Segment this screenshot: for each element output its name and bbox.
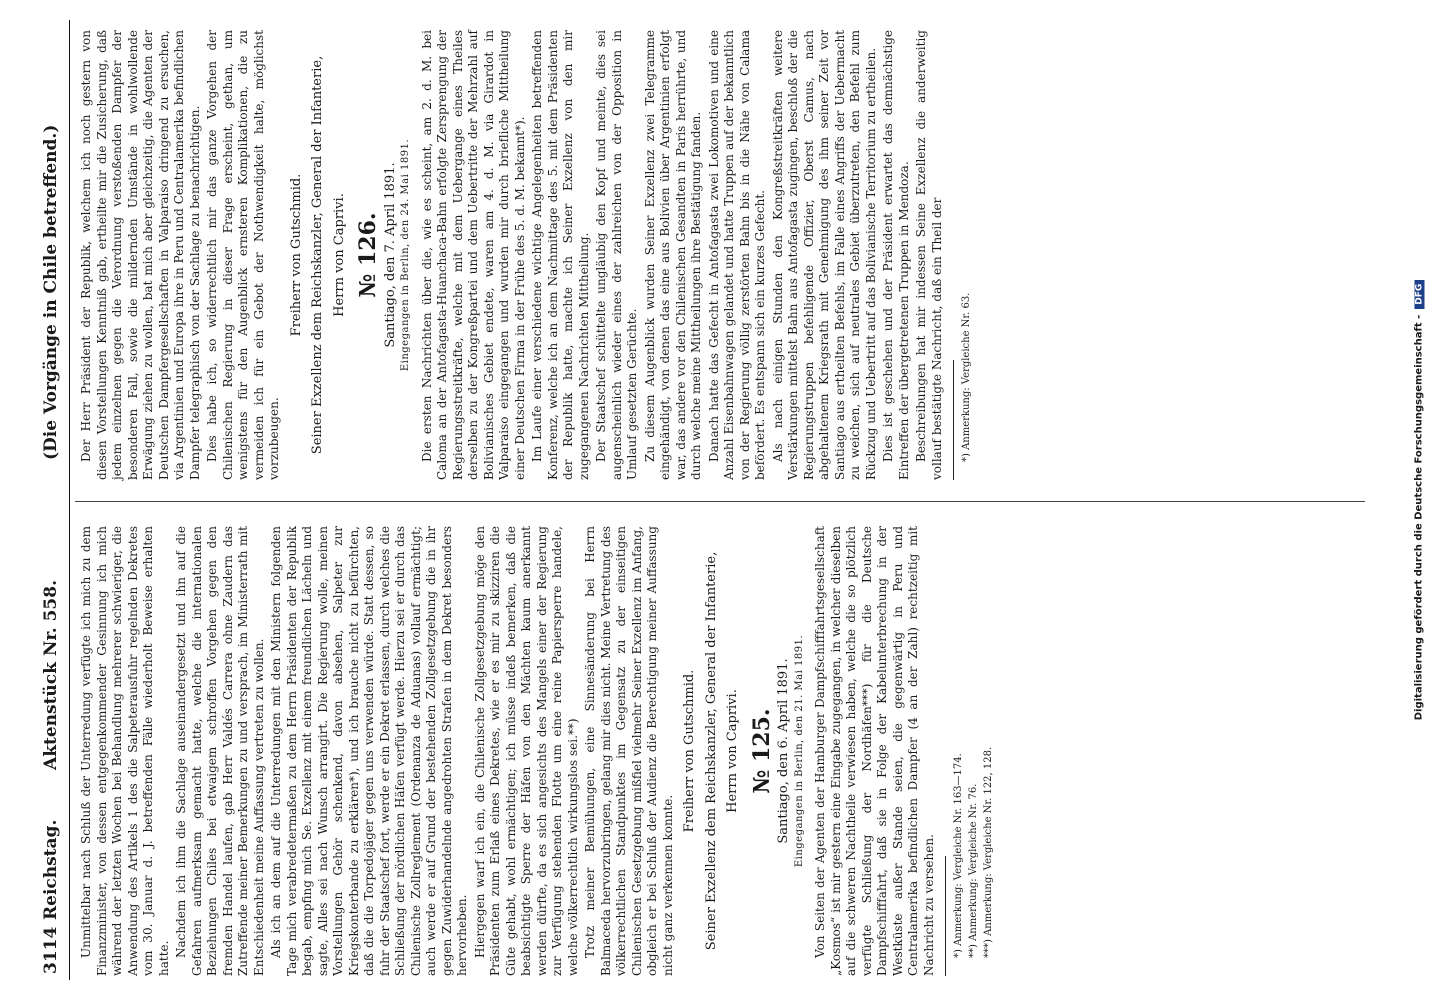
paragraph: Hiergegen warf ich ein, die Chilenische Zollgesetzgebung möge den Präsidenten zum Erlaß eines Dekretes, wie er es mir zu skizziren die Güte gehabt, wohl ermächtigen; ich müsse indeß bemerken, daß die beabsichtigte Sperre der Häfen von den Mächten kaum anerkannt werden dürfte, da es sich angesichts des Mangels einer der Regierung zur Verfügung stehenden Flotte um eine reine Papiersperre handele, welche völkerrechtlich wirkungslos sei.**) [472, 526, 580, 976]
paragraph: Der Herr Präsident der Republik, welchem ich noch gestern von diesen Vorstellungen Kenntniß gab, ertheilte mir die Zusicherung, daß jedem einzelnen gegen die Verordnung verstoßenden Dampfer der besonderen Fall, sowie die mildernden Umstände in wohlwollende Erwägung ziehen zu wollen, bat mich aber gleichzeitig, die Agenten der Deutschen Dampfergesellschaften in Valparaiso dringend zu ersuchen, via Argentinien und Europa ihre in Peru und Centralamerika befindlichen Dampfer telegraphisch von der Sachlage zu benachrichtigen. [79, 30, 202, 480]
paragraph: Danach hatte das Gefecht in Antofagasta zwei Lokomotiven und eine Anzahl Eisenbahnwagen gelandet und hatte Truppen auf der bekanntlich von der Regierung völlig zerstörten Bahn bis in die Nähe von Calama befördert. Es entspann sich ein kurzes Gefecht. [706, 30, 767, 480]
column-divider [75, 501, 1365, 502]
digitization-sidebar [1408, 0, 1430, 1000]
page-header [39, 20, 70, 980]
paragraph: Dies habe ich, so widerrechtlich mir das ganze Vorgehen der Chilenischen Regierung in dieser Frage erscheint, gethan, um wenigstens für den Augenblick ernsteren Komplikationen, die zu vermeiden ich für ein Gebot der Nothwendigkeit halte, möglichst vorzubeugen. [205, 30, 281, 480]
paragraph: Zu diesem Augenblick wurden Seiner Exzellenz zwei Telegramme eingehändigt, von denen das eine aus Bolivien über Argentinien erfolgt war, das andere vor den Chilenischen Gesandten in Paris herrührte, und durch welche meine Mittheilungen ihre Bestätigung fanden. [642, 30, 703, 480]
document-subject: (Die Vorgänge in Chile betreffend.) [41, 124, 61, 460]
footnote: **) Anmerkung: Vergleiche Nr. 76. [968, 783, 979, 958]
paragraph: Als nach einigen Stunden den Kongreßstreitkräften weitere Verstärkungen mittelst Bahn aus Antofagasta zugingen, beschloß der die Regierungstruppen befehligende Offizier, Oberst Camus, nach abgehaltenem Kriegsrath mit Genehmigung des ihm seiner Zeit vor Santiago aus ertheilten Befehls, im Falle eines Angriffs der Uebermacht zu weichen, sich auf neutrales Gebiet überzutreten, den Befehl zum Rückzug und Uebertritt auf das Bolivianische Territorium zu ertheilen. [770, 30, 878, 480]
paragraph: Beschreibungen hat mir indessen Seine Exzellenz die anderweitig vollauf bestätigte Nachricht, daß ein Theil der [914, 30, 944, 480]
paragraph: Von Seiten der Agenten der Hamburger Dampfschifffahrtsgesellschaft „Kosmos“ ist mir gestern eine Eingabe zugegangen, in welcher dieselben auf die schweren Nachtheile verwiesen haben, welche die so plötzlich verfügte Schließung der Nordhäfen***) für die Deutsche Dampfschifffahrt, daß sie in Folge der Kabelunterbrechung in der Westküste außer Stande seien, die gegenwärtig in Peru und Centralamerika befindlichen Dampfer (4 an der Zahl) rechtzeitig mit Nachricht zu versehen. [813, 526, 936, 976]
paragraph: Als ich an dem auf die Unterredungen mit den Ministern folgenden Tage mich verabredetermaßen zu dem Herrn Präsidenten der Republik begab, empfing mich Se. Exzellenz mit einem freundlichen Lächeln und sagte, Alles sei nach Wunsch arrangirt. Die Regierung wolle, meinen Vorstellungen Gehör schenkend, davon absehen, Salpeter zur Kriegskonterbande zu erklären*), und ich brauche nicht zu befürchten, daß die die Torpedojäger gegen uns verwenden würde. Statt dessen, so fuhr der Staatschef fort, werde er ein Dekret erlassen, durch welches die Schließung der nördlichen Häfen verfügt werde. Hierzu sei er durch das Chilenische Zollreglement (Ordenanza de Aduanas) vollauf ermächtigt; auch werde er auf Grund der bestehenden Zollgesetzgebung die in ihr gegen Zuwiderhandelnde angedrohten Strafen in dem Dekret besonders hervorheben. [269, 526, 469, 976]
addressee: Seiner Exzellenz dem Reichskanzler, General der Infanterie, [310, 55, 325, 455]
footnote-rule [945, 856, 946, 976]
paragraph: Im Laufe einer verschiedene wichtige Angelegenheiten betreffenden Konferenz, welche ich an dem Nachmittage des 5. mit dem Präsidenten der Republik hatte, machte ich Seiner Exzellenz von den mir zugegangenen Nachrichten Mittheilung. [530, 30, 591, 480]
signature: Freiherr von Gutschmid. [682, 669, 697, 833]
addressee-name: Herrn von Caprivi. [725, 689, 740, 813]
document-title: Aktenstück Nr. 558. [41, 579, 61, 770]
document-date: Santiago, den 6. April 1891. [776, 658, 791, 844]
footnote: ***) Anmerkung: Vergleiche Nr. 122, 128. [983, 746, 994, 958]
rotated-page-content [31, 20, 1401, 980]
digitization-credit [1414, 10, 1425, 990]
paragraph: Unmittelbar nach Schluß der Unterredung verfügte ich mich zu dem Finanzminister, von dessen entgegenkommender Gesinnung ich mich während der letzten Wochen bei Behandlung mehrerer schwieriger, die Anwendung des Artikels 1 des die Salpeterausfuhr regelnden Dekretes vom 30. Januar d. J. betreffenden Fälle wiederholt Beweise erhalten hatte. [79, 526, 171, 976]
left-column [79, 526, 997, 976]
right-column [79, 30, 975, 480]
dfg-logo: DFG [1415, 280, 1425, 309]
paragraph: Dies ist geschehen und der Präsident erwartet das demnächstige Eintreffen der übergetretenen Truppen in Mendoza. [881, 30, 911, 480]
paragraph: Trotz meiner Bemühungen, eine Sinnesänderung bei Herrn Balmaceda hervorzubringen, gelang mir dies nicht. Meine Vertretung des völkerrechtlichen Standpunktes im Gegensatz zu der einseitigen Chilenischen Gesetzgebung mißfiel vielmehr Seiner Exzellenz im Anfang, obgleich er bei Schluß der Audienz die Berechtigung meiner Auffassung nicht ganz verkennen konnte. [583, 526, 675, 976]
footnote-rule [953, 360, 954, 480]
signature: Freiherr von Gutschmid. [288, 173, 304, 337]
paragraph: Die ersten Nachrichten über die, wie es scheint, am 2. d. M. bei Caloma an der Antofagasta-Huanchaca-Bahn erfolgte Zersprengung der Regierungsstreitkräfte, welche mit dem Uebergange eines Theiles derselben zu der Kongreßpartei und dem Uebertritte der Mehrzahl auf Bolivianisches Gebiet endete, waren am 4. d. M. via Girardot in Valparaiso eingegangen und wurden mir durch briefliche Mittheilung einer Deutschen Firma in der Frühe des 5. d. M. bekannt*). [419, 30, 527, 480]
paragraph: Der Staatschef schüttelte ungläubig den Kopf und meinte, dies sei augenscheinlich wieder eines der zahlreichen von der Opposition in Umlauf gesetzten Gerüchte. [594, 30, 639, 480]
addressee-name: Herrn von Caprivi. [331, 193, 347, 317]
digitization-text: Digitalisierung gefördert durch die Deutsche Forschungsgemeinschaft - [1413, 314, 1425, 721]
footnote: *) Anmerkung: Vergleiche Nr. 63. [961, 292, 972, 462]
page-number: 3114 [41, 926, 61, 974]
addressee: Seiner Exzellenz dem Reichskanzler, General der Infanterie, [703, 551, 719, 951]
paragraph: Nachdem ich ihm die Sachlage auseinandergesetzt und ihn auf die Gefahren aufmerksam gemacht hatte, welche die internationalen Beziehungen Chiles bei etwaigem schroffen Vorgehen gegen den fremden Handel laufen, gab Herr Valdés Carrera ohne Zaudern das Zutreffende meiner Bemerkungen zu und versprach, im Ministerrath mit Entschiedenheit meine Auffassung vertreten zu wollen. [174, 526, 266, 976]
document-number: № 126. [355, 212, 381, 298]
document-number: № 125. [748, 708, 775, 794]
received-note: Eingegangen in Berlin, den 21. Mai 1891. [793, 634, 805, 868]
chamber-label: Reichstag. [41, 819, 61, 920]
document-date: Santiago, den 7. April 1891. [382, 162, 398, 348]
footnote: *) Anmerkung: Vergleiche Nr. 163—174. [953, 753, 964, 958]
received-note: Eingegangen in Berlin, den 24. Mai 1891. [400, 138, 411, 372]
